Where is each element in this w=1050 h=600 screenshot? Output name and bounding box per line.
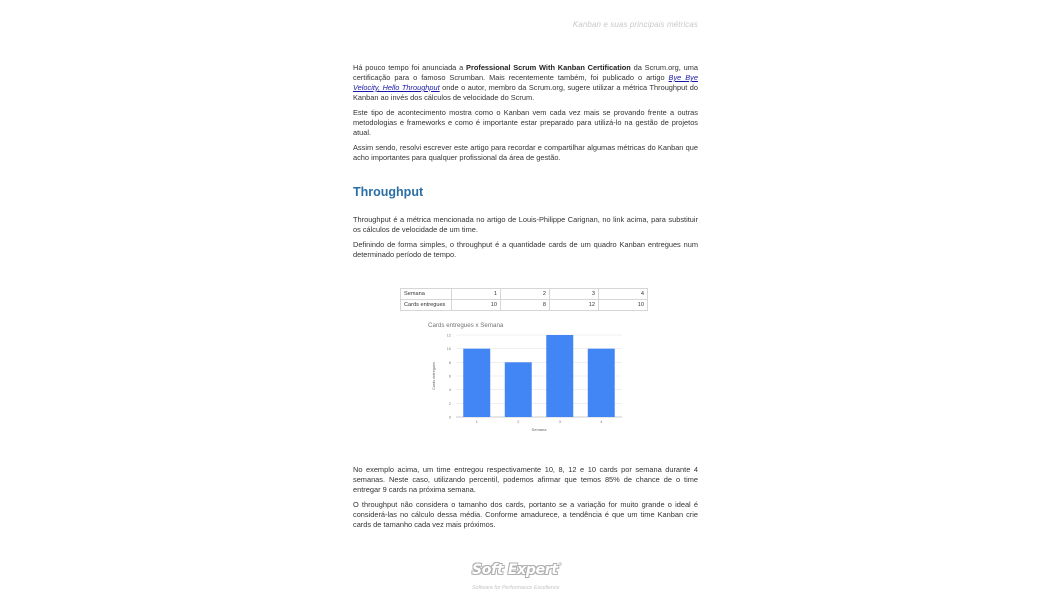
table-cell: 10 bbox=[599, 300, 648, 311]
y-axis-title: Cards entregues bbox=[432, 361, 436, 391]
conclusion-paragraph-2: O throughput não considera o tamanho dos cards, portanto se a variação for muito grande o ideal é considerá-las no cálculo dessa média. Conforme amadurece, a tendência é que um time Kanban crie cards de tamanho cada vez mais próximos. bbox=[353, 500, 698, 529]
section-heading: Throughput bbox=[353, 185, 424, 199]
y-tick-label: 8 bbox=[448, 360, 451, 365]
running-header: Kanban e suas principais métricas bbox=[572, 20, 698, 29]
x-tick-label: 2 bbox=[517, 420, 520, 424]
logo-wordmark: Soft Expert® bbox=[472, 562, 563, 578]
softexpert-logo bbox=[470, 562, 582, 596]
x-axis-title: Semana bbox=[531, 427, 547, 432]
chart-bar bbox=[546, 335, 573, 417]
table-cell: 3 bbox=[550, 289, 599, 300]
certification-name: Professional Scrum With Kanban Certification bbox=[466, 63, 631, 72]
intro-text-b: da Scrum.org, uma certificação para o famoso Scrumban. Mais recentemente também, foi publicado o artigo bbox=[353, 63, 698, 82]
throughput-chart bbox=[426, 321, 626, 437]
y-tick-label: 2 bbox=[448, 401, 451, 406]
table-cell: 10 bbox=[452, 300, 501, 311]
article-body bbox=[353, 63, 698, 535]
chart-bar bbox=[505, 362, 532, 417]
table-cell: 4 bbox=[599, 289, 648, 300]
chart-bar bbox=[588, 349, 615, 417]
intro-text-a: Há pouco tempo foi anunciada a bbox=[353, 63, 467, 72]
intro-paragraph-1 bbox=[353, 63, 698, 103]
intro-text-c: onde o autor, membro da Scrum.org, sugere utilizar a métrica Throughput do Kanban ao invés dos cálculos de velocidade do Scrum. bbox=[353, 83, 698, 102]
y-tick-label: 0 bbox=[448, 415, 451, 420]
logo-tagline: Software for Performance Excellence bbox=[472, 585, 560, 591]
x-tick-label: 1 bbox=[475, 420, 478, 424]
chart-title: Cards entregues x Semana bbox=[428, 322, 504, 329]
chart-canvas bbox=[426, 321, 626, 437]
chart-bar bbox=[463, 349, 490, 417]
y-tick-label: 4 bbox=[448, 388, 451, 393]
table-cell: 12 bbox=[550, 300, 599, 311]
y-tick-label: 10 bbox=[446, 347, 451, 352]
x-tick-label: 3 bbox=[558, 420, 561, 424]
article-link[interactable]: Bye Bye Velocity, Hello Throughput bbox=[353, 73, 698, 92]
table-cell: 2 bbox=[501, 289, 550, 300]
table-cell: 8 bbox=[501, 300, 550, 311]
table-row-header: Semana bbox=[401, 289, 452, 300]
x-tick-label: 4 bbox=[600, 420, 603, 424]
table-row bbox=[401, 289, 648, 300]
throughput-table bbox=[400, 288, 648, 311]
section-paragraph-2: Definindo de forma simples, o throughput é a quantidade cards de um quadro Kanban entregues num determinado período de tempo. bbox=[353, 240, 698, 259]
y-tick-label: 12 bbox=[446, 333, 451, 338]
table-row-header: Cards entregues bbox=[401, 300, 452, 311]
intro-paragraph-3: Assim sendo, resolvi escrever este artigo para recordar e compartilhar algumas métricas do Kanban que acho importantes para qualquer profissional da área de gestão. bbox=[353, 143, 698, 162]
table-row bbox=[401, 300, 648, 311]
table-cell: 1 bbox=[452, 289, 501, 300]
conclusion-paragraph-1: No exemplo acima, um time entregou respectivamente 10, 8, 12 e 10 cards por semana durante 4 semanas. Neste caso, utilizando percentil, podemos afirmar que temos 85% de chance de o time entregar 9 cards na próxima semana. bbox=[353, 465, 698, 494]
section-paragraph-1: Throughput é a métrica mencionada no artigo de Louis-Philippe Carignan, no link acima, para substituir os cálculos de velocidade de um time. bbox=[353, 215, 698, 234]
y-tick-label: 6 bbox=[448, 374, 451, 379]
intro-paragraph-2: Este tipo de acontecimento mostra como o Kanban vem cada vez mais se provando frente a outras metodologias e frameworks e como é importante estar preparado para utilizá-lo na gestão de projetos atual. bbox=[353, 108, 698, 137]
